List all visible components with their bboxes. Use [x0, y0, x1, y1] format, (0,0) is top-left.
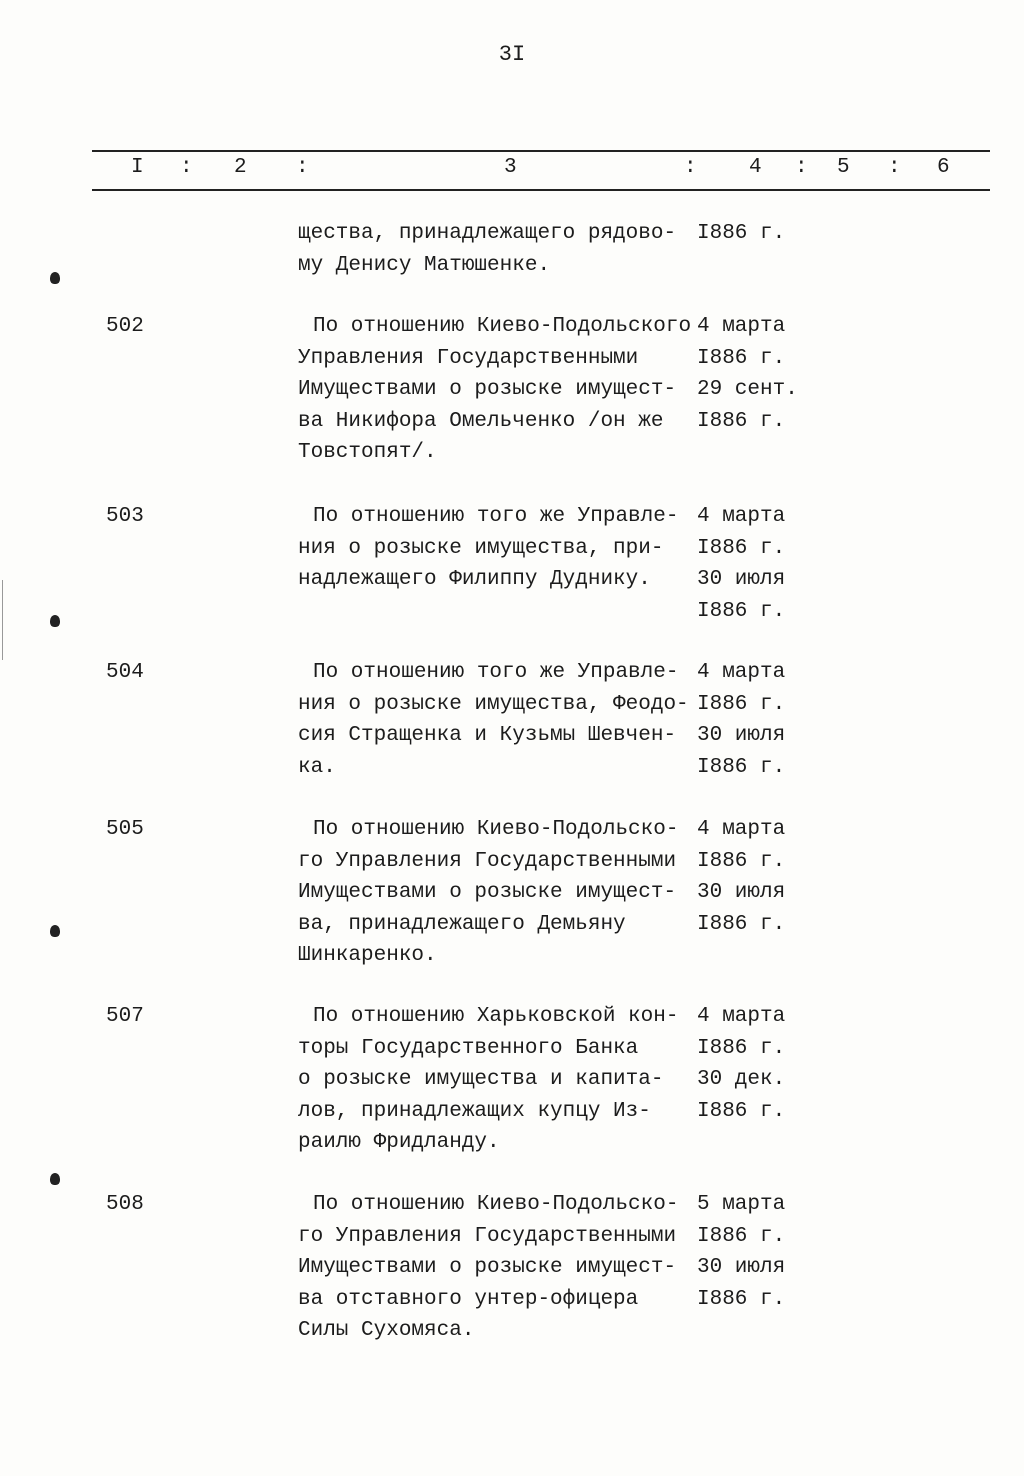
col-separator: : — [888, 156, 901, 179]
entry-number: 502 — [106, 315, 144, 338]
page-number: 3I — [498, 42, 526, 67]
description-line: го Управления Государственными — [298, 849, 677, 873]
description-line: Имуществами о розыске имущест- — [298, 881, 677, 904]
description-line: торы Государственного Банка — [298, 1036, 639, 1060]
entry-number: 504 — [106, 661, 144, 684]
col-separator: : — [795, 156, 808, 179]
description-line: По отношению Киево-Подольско- — [313, 1193, 679, 1216]
col-6-header: 6 — [937, 156, 950, 179]
date-line: 4 марта — [697, 315, 786, 338]
col-separator: : — [296, 156, 309, 179]
description-line: По отношению того же Управле- — [313, 505, 679, 528]
entry-description — [298, 311, 691, 469]
description-line: ва отставного унтер-офицера — [298, 1287, 639, 1311]
description-line: щества, принадлежащего рядово- — [298, 222, 677, 245]
date-line: 4 марта — [697, 505, 786, 528]
date-line: 30 июля — [697, 568, 786, 591]
entry-dates — [697, 218, 785, 250]
date-line: 30 июля — [697, 881, 786, 904]
entry-description — [298, 501, 678, 596]
date-line: I886 г. — [697, 692, 786, 716]
date-line: 4 марта — [697, 818, 786, 841]
entry-description — [298, 218, 676, 281]
description-line: Имуществами о розыске имущест- — [298, 1256, 677, 1279]
date-line: I886 г. — [697, 1099, 786, 1123]
date-line: I886 г. — [697, 346, 786, 370]
binding-hole-mark — [50, 272, 60, 284]
binding-hole-mark — [50, 925, 60, 937]
date-line: 4 марта — [697, 1005, 786, 1028]
entry-dates — [697, 814, 785, 940]
description-line: го Управления Государственными — [298, 1224, 677, 1248]
entry-description — [298, 1001, 678, 1159]
col-5-header: 5 — [837, 156, 850, 179]
date-line: 30 дек. — [697, 1068, 786, 1091]
description-line: Товстопят/. — [298, 441, 437, 464]
description-line: Имуществами о розыске имущест- — [298, 378, 677, 401]
description-line: По отношению Киево-Подольско- — [313, 818, 679, 841]
entry-dates — [697, 1001, 785, 1127]
description-line: Силы Сухомяса. — [298, 1319, 475, 1342]
date-line: 4 марта — [697, 661, 786, 684]
date-line: 30 июля — [697, 1256, 786, 1279]
description-line: надлежащего Филиппу Дуднику. — [298, 568, 651, 591]
entry-description — [298, 657, 689, 783]
description-line: Управления Государственными — [298, 346, 639, 370]
description-line: ва, принадлежащего Демьяну — [298, 912, 626, 936]
date-line: I886 г. — [697, 536, 786, 560]
date-line: 5 марта — [697, 1193, 786, 1216]
header-bottom-rule — [92, 189, 990, 191]
description-line: ния о розыске имущества, при- — [298, 536, 664, 560]
col-4-header: 4 — [749, 156, 762, 179]
entry-number: 503 — [106, 505, 144, 528]
entry-description — [298, 1189, 678, 1347]
description-line: По отношению Киево-Подольского — [313, 315, 692, 338]
entry-number: 505 — [106, 818, 144, 841]
date-line: I886 г. — [697, 1224, 786, 1248]
description-line: ния о розыске имущества, Феодо- — [298, 692, 689, 716]
date-line: I886 г. — [697, 755, 786, 779]
date-line: I886 г. — [697, 1287, 786, 1311]
date-line: I886 г. — [697, 1036, 786, 1060]
description-line: сия Стращенка и Кузьмы Шевчен- — [298, 724, 677, 747]
col-separator: : — [684, 156, 697, 179]
binding-hole-mark — [50, 1173, 60, 1185]
description-line: о розыске имущества и капита- — [298, 1068, 664, 1091]
date-line: I886 г. — [697, 409, 786, 433]
description-line: ва Никифора Омельченко /он же — [298, 409, 664, 433]
date-line: I886 г. — [697, 912, 786, 936]
date-line: I886 г. — [697, 222, 786, 245]
col-1-header: I — [131, 156, 144, 179]
date-line: 29 сент. — [697, 378, 798, 401]
description-line: ка. — [298, 755, 336, 779]
entry-number: 507 — [106, 1005, 144, 1028]
date-line: I886 г. — [697, 599, 786, 623]
entry-dates — [697, 657, 785, 783]
col-2-header: 2 — [234, 156, 247, 179]
binding-hole-mark — [50, 615, 60, 627]
col-3-header: 3 — [504, 156, 517, 179]
page-edge-line — [2, 580, 3, 660]
entry-dates — [697, 501, 785, 627]
entry-number: 508 — [106, 1193, 144, 1216]
description-line: По отношению того же Управле- — [313, 661, 679, 684]
description-line: раилю Фридланду. — [298, 1131, 500, 1154]
entry-description — [298, 814, 678, 972]
col-separator: : — [180, 156, 193, 179]
entry-dates — [697, 1189, 785, 1315]
date-line: I886 г. — [697, 849, 786, 873]
entry-dates — [697, 311, 798, 437]
header-top-rule — [92, 150, 990, 152]
description-line: му Денису Матюшенке. — [298, 253, 551, 277]
date-line: 30 июля — [697, 724, 786, 747]
description-line: Шинкаренко. — [298, 944, 437, 967]
description-line: По отношению Харьковской кон- — [313, 1005, 679, 1028]
description-line: лов, принадлежащих купцу Из- — [298, 1099, 651, 1123]
